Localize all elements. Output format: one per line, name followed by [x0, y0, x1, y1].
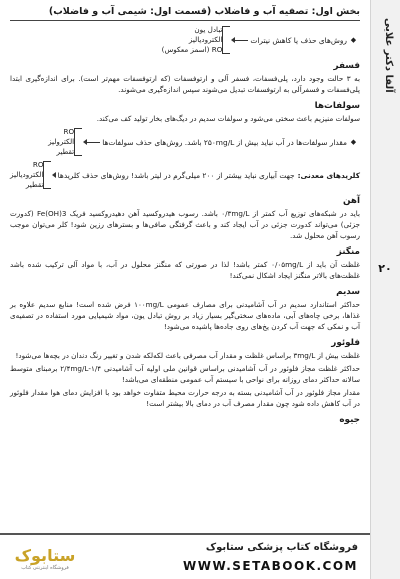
brace-icon — [74, 128, 82, 156]
page-number: ۲۰ — [378, 262, 392, 275]
nitrate-removal-list — [10, 25, 360, 55]
list-item: الکترولیز — [48, 137, 75, 146]
chloride-label: کلریدهای معدنی: — [297, 170, 360, 180]
section-heading-sodium: سدیم — [336, 287, 360, 297]
chloride-text: جهت آبیاری نباید بیشتر از ۲۰۰ میلی‌گرم در لیتر باشد! روش‌های حذف کلریدها — [57, 170, 295, 180]
sulfate-options — [48, 127, 74, 157]
footer-store-title: فروشگاه کتاب پزشکی ستابوک — [205, 542, 358, 553]
bullet-icon: ◆ — [350, 138, 357, 146]
section-heading-fluoride: فلوئور — [331, 338, 360, 348]
fluoride-text-3: مقدار مجاز فلوئور در آب آشامیدنی بسته به درجه حرارت محیط متفاوت خواهد بود با افزایش دمای هوا مقدار فلوئور در آب کاهش داده شود چون مقدار مصرف آب در دمای بالا بیشتر است! — [10, 388, 360, 408]
arrow-icon — [234, 40, 248, 41]
brace-icon — [43, 161, 51, 189]
list-item: RO — [32, 160, 44, 169]
chloride-removal-list — [10, 160, 360, 190]
list-item: الکترودیالیز — [10, 170, 44, 179]
nitrate-label: روش‌های حذف یا کاهش نیترات — [250, 35, 347, 45]
section-heading-phosphorus: فسفر — [333, 61, 360, 71]
fluoride-text-2: حداکثر غلظت مجاز فلوئور در آب آشامیدنی براساس قوانین ملی اولیه آب آشامیدنی ۱/۴-۲/۴mg/L برمبنای متوسط سالانه حداکثر دمای روزانه برای نواحی با سیستم آب عمومی منطقه‌ای می‌باشد! — [10, 364, 360, 384]
iron-text: باید در شبکه‌های توزیع آب کمتر از ۰/۳mg/L باشد. رسوب هیدروکسید آهن دهیدروکسید فریک Fe(OH)3 (کدورت جزئی) می‌تواند کدورت جزئی در آب ایجاد کند و باعث گرفتگی صافی‌ها و بسترهای رزین شود! کلر می‌توان موجب رسوب آهن محلول شد. — [10, 209, 360, 240]
setabook-logo — [6, 541, 84, 575]
list-item: RO (اسمز معکوس) — [161, 45, 223, 54]
bullet-icon: ◆ — [350, 36, 357, 44]
footer-website-link[interactable]: WWW.SETABOOK.COM — [182, 559, 358, 573]
section-heading-manganese: منگنز — [336, 247, 360, 257]
sodium-text: حداکثر استاندارد سدیم در آب آشامیدنی برای مصارف عمومی ۱۰۰mg/L فرض شده است! منابع سدیم علاوه بر غذاها، برخی چاه‌های آبی، ماده‌های سختی‌گیر بسیار زیاد بر روش تبادل یون، مواد شیمیایی مورد استفاده در تصفیه‌ی آب و نمکی که جهت آب کردن یخ‌های روی جاده‌ها پاشیده می‌شود! — [10, 300, 360, 331]
section-heading-sulfate: سولفات‌ها — [314, 101, 360, 111]
phosphorus-text: به ۳ حالت وجود دارد، پلی‌فسفات، فسفر آلی و ارتوفسفات (که ارتوفسفات مهم‌تر است). برای اندازه‌گیری ابتدا پلی‌فسفات و فسفرآلی به ارتوفسفات تبدیل می‌شوند سپس اندازه‌گیری می‌شوند. — [10, 74, 360, 94]
chapter-title: بخش اول: تصفیه آب و فاضلاب (قسمت اول: شیمی آب و فاضلاب) — [10, 6, 360, 21]
list-item: تبادل یون — [194, 25, 223, 34]
list-item: الکترودیالیز — [188, 35, 223, 44]
logo-text: ستابوک — [14, 545, 76, 565]
logo-subtitle: فروشگاه اینترنتی کتاب — [21, 564, 69, 571]
page-footer — [0, 533, 370, 579]
list-item: تقطیر — [25, 180, 44, 189]
section-heading-iron: آهن — [342, 196, 360, 206]
manganese-text: غلظت آن باید از ۰/۰۵mg/L کمتر باشد! لذا در صورتی که منگنز محلول در آب، با مواد آلی ترکیب شده باشد غلظت‌های بالاتر منگنز ایجاد اشکال نمی‌کند! — [10, 260, 360, 280]
sulfate-text: سولفات منیزیم باعث سختی می‌شود و سولفات سدیم در دیگ‌های بخار تولید کف می‌کند. — [96, 114, 360, 123]
sulfate-removal-list — [10, 127, 360, 157]
section-heading-mercury: جیوه — [339, 415, 360, 425]
arrow-icon — [86, 142, 100, 143]
page-content — [10, 6, 360, 551]
list-item: RO — [63, 127, 75, 136]
book-side-title: آلفا دکتر علایی — [383, 18, 394, 93]
chloride-options — [10, 160, 43, 190]
nitrate-options — [162, 25, 223, 55]
brace-icon — [222, 26, 230, 54]
fluoride-text-1: غلظت بیش از ۳mg/L براساس غلظت و مقدار آب مصرفی باعث لکه‌لکه شدن و تغییر رنگ دندان در بچه‌ها می‌شود! — [15, 351, 360, 360]
list-item: تقطیر — [56, 147, 75, 156]
side-margin — [370, 0, 400, 579]
sulfate-limit-text: مقدار سولفات‌ها در آب نباید بیش از ۲۵۰mg/L باشد. روش‌های حذف سولفات‌ها — [102, 137, 347, 147]
